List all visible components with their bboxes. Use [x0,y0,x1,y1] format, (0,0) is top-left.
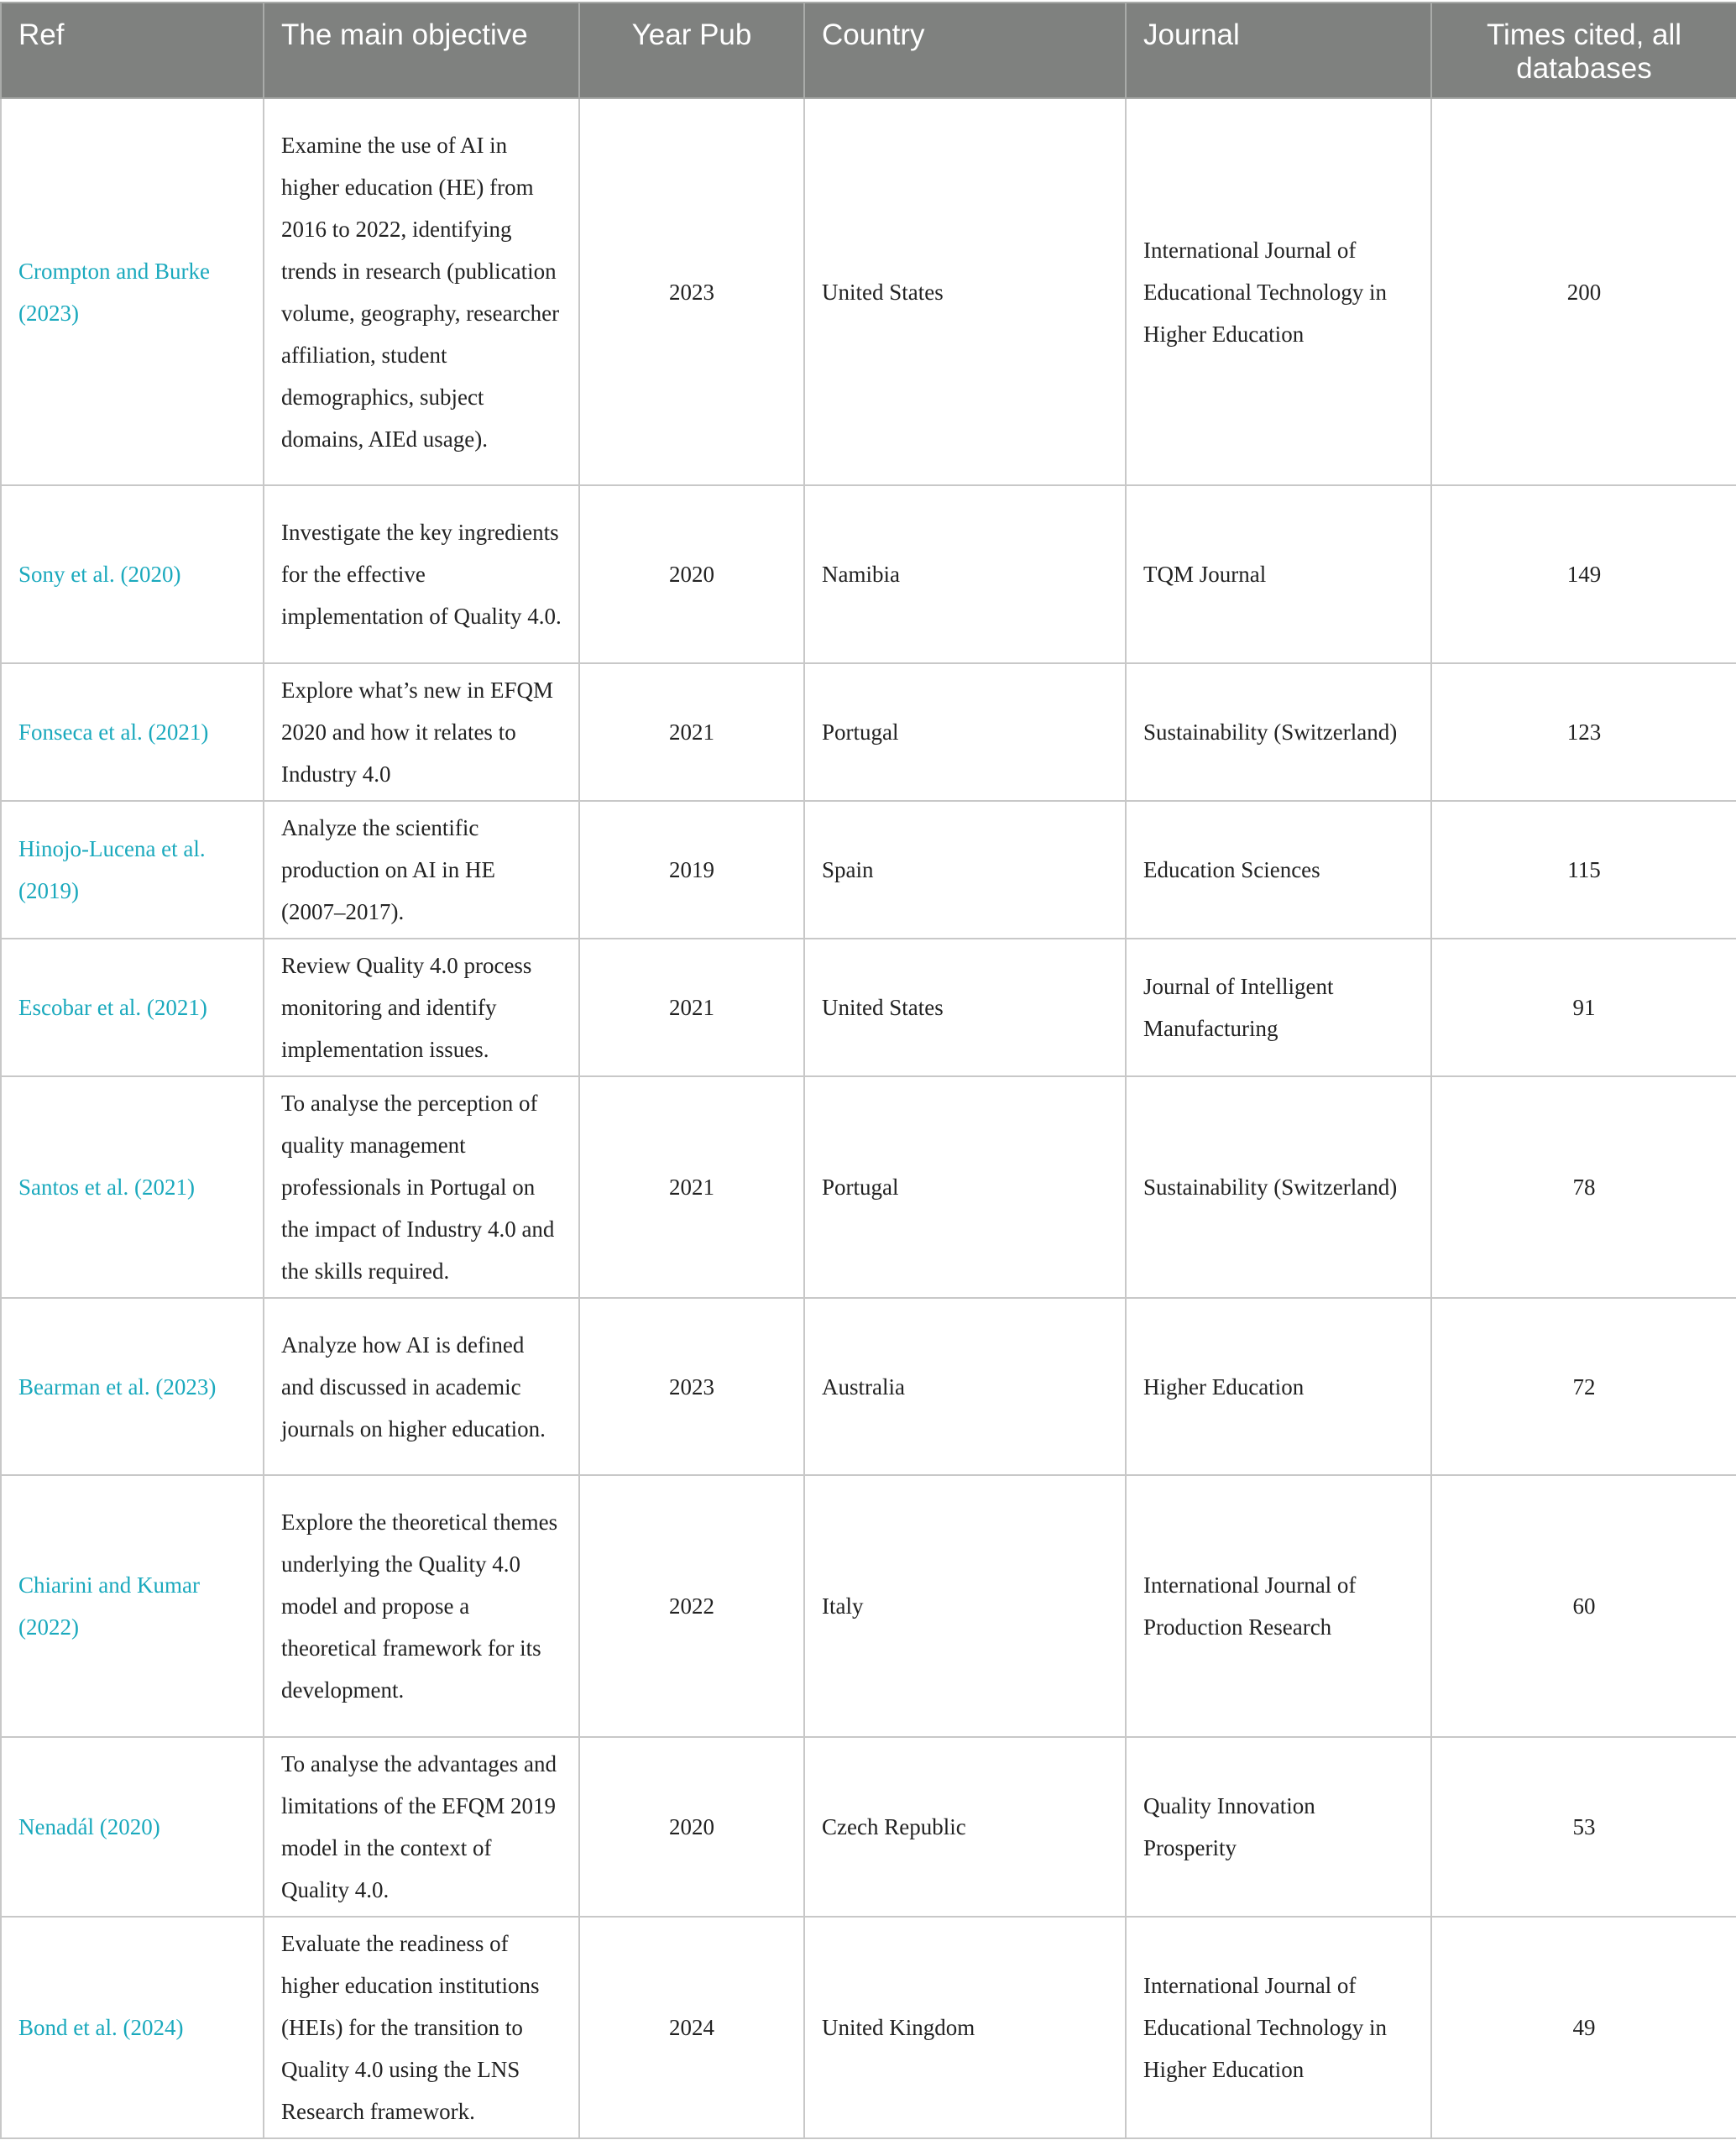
table-row [1,1475,1736,1737]
times-cited-cell: 49 [1431,1917,1736,2138]
times-cited-cell: 123 [1431,663,1736,801]
objective-cell: Evaluate the readiness of higher education institutions (HEIs) for the transition to Quality 4.0 using the LNS Research framework. [264,1917,579,2138]
year-cell: 2021 [579,663,804,801]
country-cell: Spain [804,801,1126,939]
table-row [1,1076,1736,1298]
ref-link[interactable]: Nenadál (2020) [1,1737,264,1917]
table-row [1,939,1736,1076]
objective-cell: Analyze the scientific production on AI in HE (2007–2017). [264,801,579,939]
country-cell: Portugal [804,663,1126,801]
header-journal: Journal [1126,3,1431,98]
journal-cell: International Journal of Production Research [1126,1475,1431,1737]
table-row [1,485,1736,663]
objective-cell: Explore the theoretical themes underlying the Quality 4.0 model and propose a theoretical framework for its development. [264,1475,579,1737]
header-row [1,3,1736,98]
objective-cell: To analyse the advantages and limitations of the EFQM 2019 model in the context of Quality 4.0. [264,1737,579,1917]
table-row [1,98,1736,485]
ref-link[interactable]: Hinojo-Lucena et al. (2019) [1,801,264,939]
objective-cell: Examine the use of AI in higher education (HE) from 2016 to 2022, identifying trends in research (publication volume, geography, researcher affiliation, student demographics, subject domains, AIEd usage). [264,98,579,485]
year-cell: 2023 [579,98,804,485]
journal-cell: Education Sciences [1126,801,1431,939]
year-cell: 2023 [579,1298,804,1475]
ref-link[interactable]: Escobar et al. (2021) [1,939,264,1076]
year-cell: 2020 [579,485,804,663]
table-row [1,1737,1736,1917]
table-row [1,1298,1736,1475]
journal-cell: Quality Innovation Prosperity [1126,1737,1431,1917]
times-cited-cell: 91 [1431,939,1736,1076]
times-cited-cell: 53 [1431,1737,1736,1917]
literature-table [0,2,1736,2139]
year-cell: 2020 [579,1737,804,1917]
times-cited-cell: 149 [1431,485,1736,663]
header-times-cited: Times cited, all databases [1431,3,1736,98]
year-cell: 2022 [579,1475,804,1737]
objective-cell: Review Quality 4.0 process monitoring and identify implementation issues. [264,939,579,1076]
journal-cell: Sustainability (Switzerland) [1126,663,1431,801]
ref-link[interactable]: Santos et al. (2021) [1,1076,264,1298]
times-cited-cell: 78 [1431,1076,1736,1298]
country-cell: United States [804,939,1126,1076]
year-cell: 2024 [579,1917,804,2138]
country-cell: United Kingdom [804,1917,1126,2138]
ref-link[interactable]: Bearman et al. (2023) [1,1298,264,1475]
objective-cell: To analyse the perception of quality management professionals in Portugal on the impact of Industry 4.0 and the skills required. [264,1076,579,1298]
year-cell: 2021 [579,1076,804,1298]
objective-cell: Investigate the key ingredients for the effective implementation of Quality 4.0. [264,485,579,663]
journal-cell: International Journal of Educational Technology in Higher Education [1126,1917,1431,2138]
journal-cell: International Journal of Educational Technology in Higher Education [1126,98,1431,485]
objective-cell: Analyze how AI is defined and discussed in academic journals on higher education. [264,1298,579,1475]
country-cell: Portugal [804,1076,1126,1298]
header-country: Country [804,3,1126,98]
table-row [1,801,1736,939]
times-cited-cell: 72 [1431,1298,1736,1475]
ref-link[interactable]: Fonseca et al. (2021) [1,663,264,801]
header-ref: Ref [1,3,264,98]
header-year: Year Pub [579,3,804,98]
ref-link[interactable]: Sony et al. (2020) [1,485,264,663]
journal-cell: Journal of Intelligent Manufacturing [1126,939,1431,1076]
objective-cell: Explore what’s new in EFQM 2020 and how it relates to Industry 4.0 [264,663,579,801]
year-cell: 2021 [579,939,804,1076]
header-objective: The main objective [264,3,579,98]
country-cell: Czech Republic [804,1737,1126,1917]
table-row [1,663,1736,801]
country-cell: Namibia [804,485,1126,663]
country-cell: United States [804,98,1126,485]
journal-cell: Sustainability (Switzerland) [1126,1076,1431,1298]
times-cited-cell: 115 [1431,801,1736,939]
times-cited-cell: 200 [1431,98,1736,485]
country-cell: Italy [804,1475,1126,1737]
journal-cell: Higher Education [1126,1298,1431,1475]
year-cell: 2019 [579,801,804,939]
country-cell: Australia [804,1298,1126,1475]
table-row [1,1917,1736,2138]
ref-link[interactable]: Bond et al. (2024) [1,1917,264,2138]
journal-cell: TQM Journal [1126,485,1431,663]
ref-link[interactable]: Crompton and Burke (2023) [1,98,264,485]
times-cited-cell: 60 [1431,1475,1736,1737]
ref-link[interactable]: Chiarini and Kumar (2022) [1,1475,264,1737]
